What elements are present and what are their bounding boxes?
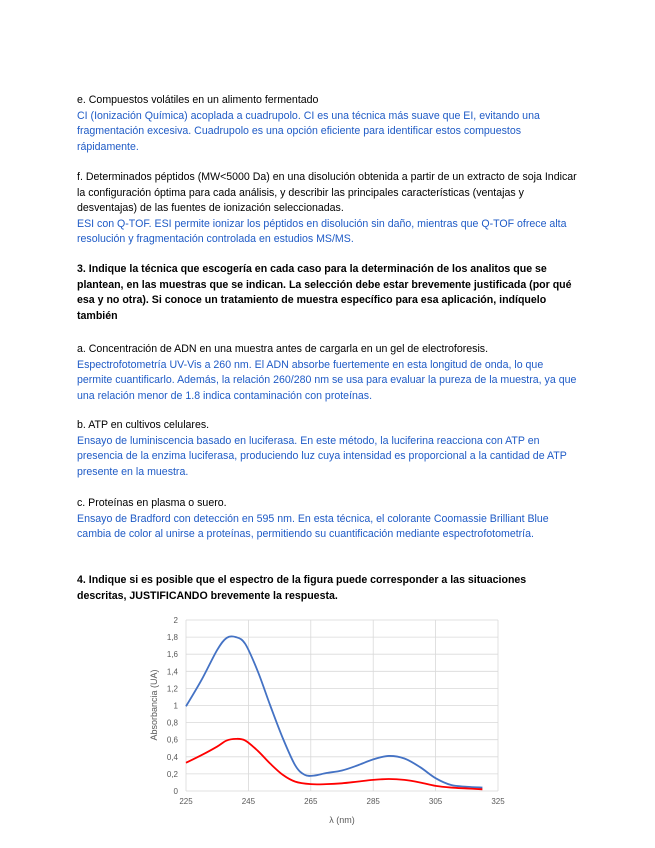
y-tick-label: 2	[173, 616, 178, 625]
absorbance-spectrum-chart	[140, 610, 520, 835]
question-c: c. Proteínas en plasma o suero.	[77, 497, 227, 509]
answer-c: Ensayo de Bradford con detección en 595 nm. En esta técnica, el colorante Coomassie Brilliant Blue cambia de color al unirse a proteínas, permitiendo su cuantificación mediante espectrofotometría.	[77, 512, 549, 540]
y-tick-label: 1,4	[166, 667, 178, 677]
answer-a: Espectrofotometría UV-Vis a 260 nm. El ADN absorbe fuertemente en esta longitud de onda, lo que permite cuantificarlo. Además, la relación 260/280 nm se usa para evaluar la pureza de la muestra, ya que una relación menor de 1.8 indica contaminación con proteínas.	[77, 358, 577, 402]
question-a: a. Concentración de ADN en una muestra antes de cargarla en un gel de electroforesis.	[77, 343, 489, 355]
series-line-blue	[186, 636, 482, 787]
question-4-heading: 4. Indique si es posible que el espectro de la figura puede corresponder a las situaciones descritas, JUSTIFICANDO brevemente la respuesta.	[77, 574, 527, 602]
y-tick-label: 0,4	[166, 752, 178, 762]
x-tick-label: 265	[304, 797, 318, 806]
x-tick-label: 325	[491, 797, 505, 806]
y-tick-label: 1,8	[166, 633, 178, 643]
x-tick-label: 225	[179, 797, 193, 806]
y-tick-label: 0	[173, 787, 178, 796]
chart-grid	[186, 620, 498, 791]
answer-b: Ensayo de luminiscencia basado en luciferasa. En este método, la luciferina reacciona con ATP en presencia de la enzima luciferasa, produciendo luz cuya intensidad es proporcional a la cantidad de ATP presente en la muestra.	[77, 434, 567, 478]
question-b: b. ATP en cultivos celulares.	[77, 419, 210, 431]
x-tick-label: 245	[241, 797, 256, 806]
y-tick-labels	[167, 616, 179, 796]
y-axis-label: Absorbancia (UA)	[149, 669, 159, 741]
y-tick-label: 1,6	[166, 650, 178, 660]
question-3-heading: 3. Indique la técnica que escogería en cada caso para la determinación de los analitos que se plantean, en las muestras que se indican. La selección debe estar brevemente justificada (por qué esa y no otra). Si conoce un tratamiento de muestra específico para esa aplicación, indíquelo también	[77, 263, 572, 322]
x-axis-label: λ (nm)	[329, 815, 355, 825]
section-f	[77, 170, 577, 248]
y-tick-label: 0,6	[166, 735, 178, 745]
answer-f: ESI con Q-TOF. ESI permite ionizar los péptidos en disolución sin daño, mientras que Q-TOF ofrece alta resolución y fragmentación controlada en estudios MS/MS.	[77, 217, 567, 245]
question-f: f. Determinados péptidos (MW<5000 Da) en una disolución obtenida a partir de un extracto de soja Indicar la configuración óptima para cada análisis, y describir las principales características (ventajas y desventajas) de las fuentes de ionización seleccionadas.	[77, 171, 577, 214]
x-tick-label: 305	[428, 797, 443, 806]
section-e	[77, 93, 577, 155]
y-tick-label: 0,8	[166, 718, 178, 728]
chart-series	[186, 636, 482, 789]
y-tick-label: 1	[173, 701, 178, 711]
x-tick-label: 285	[366, 797, 380, 806]
question-e: e. Compuestos volátiles en un alimento fermentado	[77, 94, 319, 106]
x-tick-labels	[179, 797, 505, 806]
section-b	[77, 418, 577, 480]
section-c	[77, 496, 577, 543]
section-a	[77, 342, 577, 404]
y-tick-label: 1,2	[166, 684, 178, 694]
series-line-red	[186, 739, 482, 789]
answer-e: CI (Ionización Química) acoplada a cuadrupolo. CI es una técnica más suave que EI, evitando una fragmentación excesiva. Cuadrupolo es una opción eficiente para identificar estos compuestos rápidamente.	[77, 109, 540, 153]
y-tick-label: 0,2	[166, 769, 178, 779]
